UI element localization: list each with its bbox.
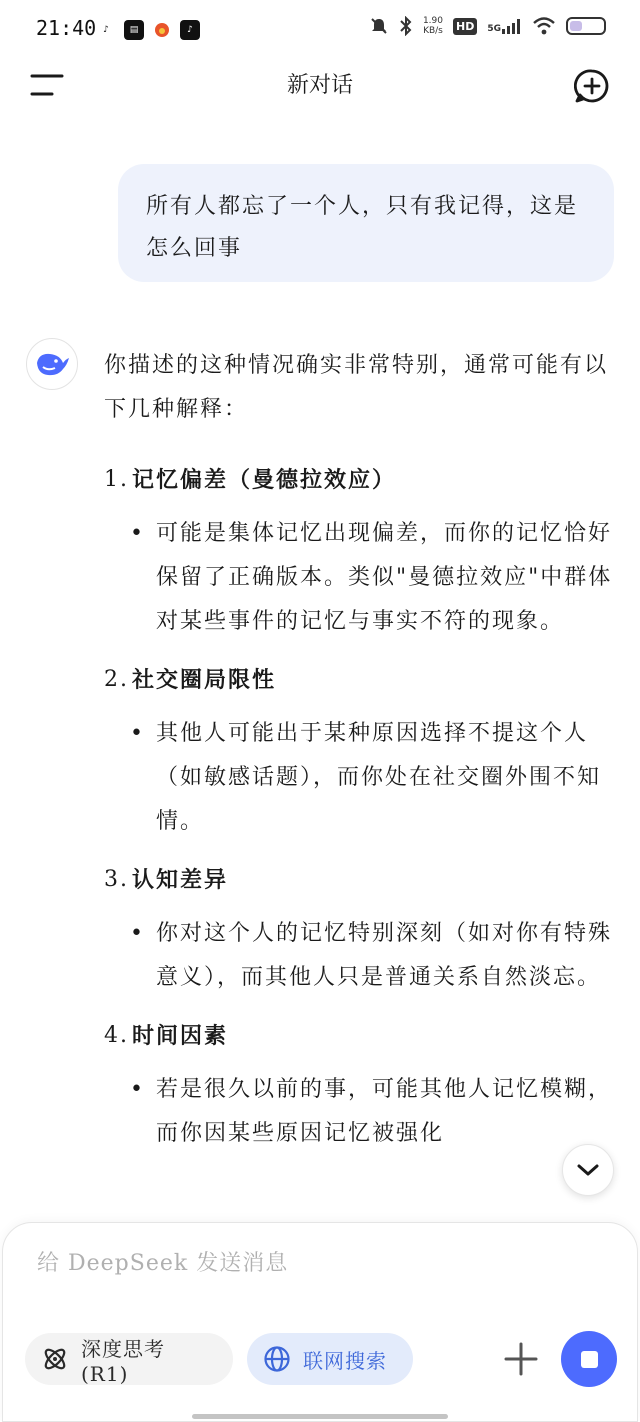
section-title: 社交圈局限性 xyxy=(132,667,277,693)
atom-icon xyxy=(41,1345,69,1373)
signal-icon xyxy=(502,18,522,34)
bullet-text: 可能是集体记忆出现偏差，而你的记忆恰好保留了正确版本。类似"曼德拉效应"中群体对某些事件的记忆与事实不符的现象。 xyxy=(156,521,613,634)
explanation-section xyxy=(104,1014,616,1156)
list-item xyxy=(104,912,616,1000)
status-bar xyxy=(0,0,640,60)
bullet-text: 其他人可能出于某种原因选择不提这个人（如敏感话题），而你处在社交圈外围不知情。 xyxy=(156,721,602,834)
scroll-to-bottom-button[interactable] xyxy=(562,1144,614,1196)
weibo-icon xyxy=(152,20,172,40)
status-time: 21:40 xyxy=(36,16,97,40)
status-indicators xyxy=(369,16,606,36)
network-speed xyxy=(423,16,443,36)
chevron-down-icon xyxy=(576,1162,600,1178)
section-heading xyxy=(104,1014,616,1058)
assistant-message[interactable] xyxy=(104,344,616,1170)
explanation-section xyxy=(104,458,616,644)
section-number: 4. xyxy=(104,1023,129,1048)
section-number: 3. xyxy=(104,867,129,892)
assistant-intro: 你描述的这种情况确实非常特别，通常可能有以下几种解释： xyxy=(104,353,609,422)
stop-icon xyxy=(581,1351,598,1368)
web-search-toggle[interactable] xyxy=(247,1333,413,1385)
list-item xyxy=(104,512,616,644)
section-title: 时间因素 xyxy=(132,1023,229,1049)
deep-think-label: 深度思考 (R1) xyxy=(81,1336,165,1386)
globe-icon xyxy=(263,1345,291,1373)
message-composer xyxy=(2,1222,638,1422)
add-attachment-icon[interactable] xyxy=(503,1341,539,1377)
wifi-icon xyxy=(532,16,556,36)
message-input[interactable] xyxy=(37,1251,577,1276)
net-speed-value: 1.90 xyxy=(422,16,443,26)
bullet-text: 你对这个人的记忆特别深刻（如对你有特殊意义），而其他人只是普通关系自然淡忘。 xyxy=(156,921,613,990)
section-title: 记忆偏差（曼德拉效应） xyxy=(132,467,397,493)
news-icon: ▤ xyxy=(124,20,144,40)
stop-generation-button[interactable] xyxy=(561,1331,617,1387)
bullet-icon: • xyxy=(130,521,145,546)
section-number: 1. xyxy=(104,467,129,492)
bullet-text: 若是很久以前的事，可能其他人记忆模糊，而你因某些原因记忆被强化 xyxy=(156,1077,613,1146)
deepseek-whale-icon xyxy=(33,349,71,379)
battery-level xyxy=(570,21,582,31)
section-title: 认知差异 xyxy=(132,867,229,893)
page-title: 新对话 xyxy=(286,73,353,98)
status-app-icons xyxy=(96,20,200,40)
section-number: 2. xyxy=(104,667,129,692)
bullet-icon: • xyxy=(130,721,145,746)
section-heading xyxy=(104,858,616,902)
user-message-bubble[interactable]: 所有人都忘了一个人，只有我记得，这是怎么回事 xyxy=(118,164,614,282)
battery-icon xyxy=(566,17,606,35)
bullet-icon: • xyxy=(130,1077,145,1102)
tiktok-icon: ♪ xyxy=(180,20,200,40)
tiktok-notes-icon: ♪ xyxy=(96,20,116,40)
new-chat-icon[interactable] xyxy=(574,68,610,104)
explanation-section xyxy=(104,658,616,844)
list-item xyxy=(104,1068,616,1156)
top-app-bar xyxy=(0,60,640,110)
mute-icon xyxy=(369,16,389,36)
hd-badge: HD xyxy=(453,18,477,35)
bullet-icon: • xyxy=(130,921,145,946)
explanation-section xyxy=(104,858,616,1000)
network-type: 5G xyxy=(487,24,501,34)
list-item xyxy=(104,712,616,844)
section-heading xyxy=(104,458,616,502)
cell-signal xyxy=(487,18,522,34)
net-speed-unit: KB/s xyxy=(423,26,443,36)
deepseek-avatar xyxy=(26,338,78,390)
web-search-label: 联网搜索 xyxy=(303,1348,387,1373)
bluetooth-icon xyxy=(399,16,413,36)
home-indicator[interactable] xyxy=(192,1414,448,1419)
section-heading xyxy=(104,658,616,702)
content-fade xyxy=(0,1150,640,1220)
deep-think-toggle[interactable] xyxy=(25,1333,233,1385)
